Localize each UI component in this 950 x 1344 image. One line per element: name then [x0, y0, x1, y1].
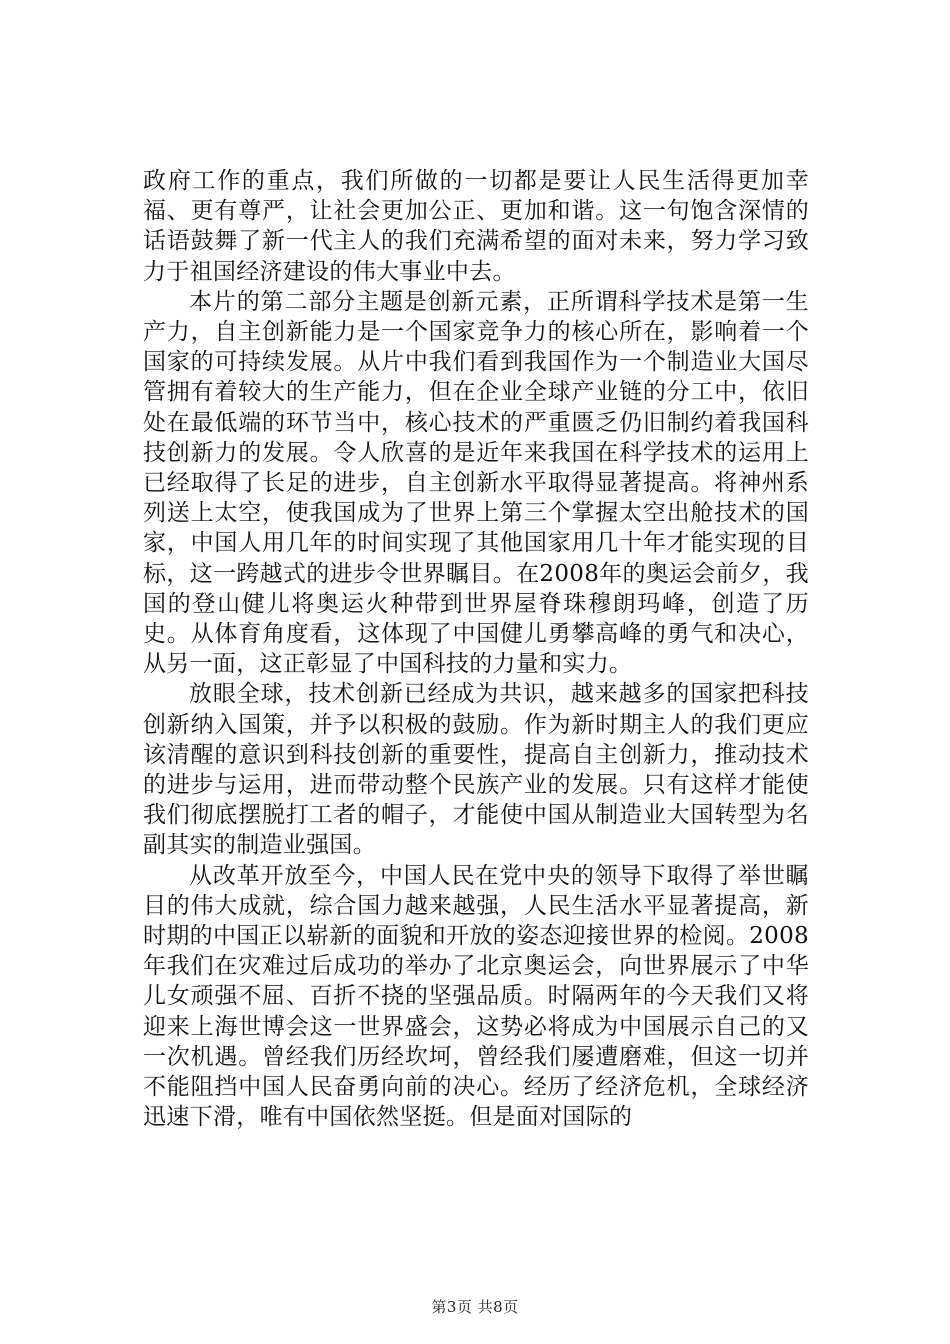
paragraph: 本片的第二部分主题是创新元素，正所谓科学技术是第一生产力，自主创新能力是一个国家竞争力的核心所在，影响着一个国家的可持续发展。从片中我们看到我国作为一个制造业大国尽管拥有着较大的生产能力，但在企业全球产业链的分工中，依旧处在最低端的环节当中，核心技术的严重匮乏仍旧制约着我国科技创新力的发展。令人欣喜的是近年来我国在科学技术的运用上已经取得了长足的进步，自主创新水平取得显著提高。将神州系列送上太空，使我国成为了世界上第三个掌握太空出舱技术的国家，中国人用几年的时间实现了其他国家用几十年才能实现的目标，这一跨越式的进步令世界瞩目。在2008年的奥运会前夕，我国的登山健儿将奥运火种带到世界屋脊珠穆朗玛峰，创造了历史。从体育角度看，这体现了中国健儿勇攀高峰的勇气和决心，从另一面，这正彰显了中国科技的力量和实力。	[143, 288, 809, 678]
page-number-footer: 第3页 共8页	[431, 1298, 519, 1316]
paragraph: 从改革开放至今，中国人民在党中央的领导下取得了举世瞩目的伟大成就，综合国力越来越强，人民生活水平显著提高，新时期的中国正以崭新的面貌和开放的姿态迎接世界的检阅。2008年我们在灾难过后成功的举办了北京奥运会，向世界展示了中华儿女顽强不屈、百折不挠的坚强品质。时隔两年的今天我们又将迎来上海世博会这一世界盛会，这势必将成为中国展示自己的又一次机遇。曾经我们历经坎坷，曾经我们屡遭磨难，但这一切并不能阻挡中国人民奋勇向前的决心。经历了经济危机，全球经济迅速下滑，唯有中国依然坚挺。但是面对国际的	[143, 862, 809, 1131]
body-text	[143, 166, 809, 1133]
paragraph: 放眼全球，技术创新已经成为共识，越来越多的国家把科技创新纳入国策，并予以积极的鼓励。作为新时期主人的我们更应该清醒的意识到科技创新的重要性，提高自主创新力，推动技术的进步与运用，进而带动整个民族产业的发展。只有这样才能使我们彻底摆脱打工者的帽子，才能使中国从制造业大国转型为名副其实的制造业强国。	[143, 681, 809, 859]
paragraph: 政府工作的重点，我们所做的一切都是要让人民生活得更加幸福、更有尊严，让社会更加公正、更加和谐。这一句饱含深情的话语鼓舞了新一代主人的我们充满希望的面对未来，努力学习致力于祖国经济建设的伟大事业中去。	[143, 168, 809, 285]
